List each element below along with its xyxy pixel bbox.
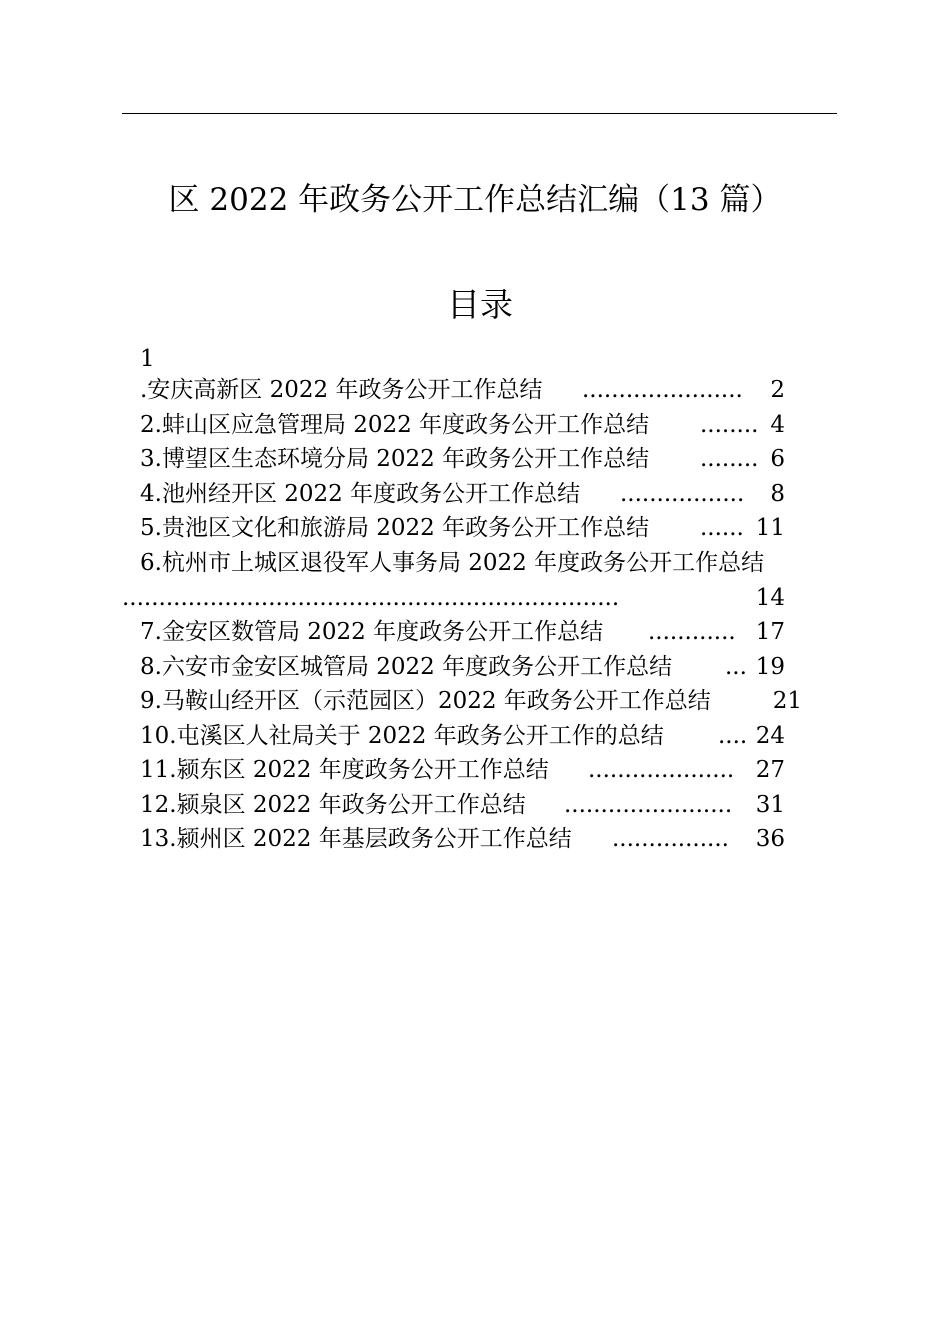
- toc-entry[interactable]: [140, 442, 785, 476]
- toc-entry[interactable]: [140, 511, 785, 545]
- toc-entry-page: 6: [770, 446, 785, 472]
- toc-entry-title: 9.马鞍山经开区（示范园区）2022 年政务公开工作总结: [140, 688, 711, 714]
- toc-entry-title: .安庆高新区 2022 年政务公开工作总结: [140, 377, 543, 403]
- toc-entry-page: 19: [755, 654, 785, 680]
- toc-entry-title: 12.颍泉区 2022 年政务公开工作总结: [140, 792, 526, 818]
- toc-entry-page: 4: [770, 412, 785, 438]
- toc-entry[interactable]: [140, 373, 785, 407]
- toc-entry[interactable]: [140, 719, 785, 753]
- toc-entry-page: 11: [755, 515, 785, 541]
- document-title: 区 2022 年政务公开工作总结汇编（13 篇）: [168, 182, 782, 218]
- toc-entry-number: 1: [140, 346, 155, 372]
- toc-entry-page: 36: [755, 826, 785, 852]
- toc-entry-title: 6.杭州市上城区退役军人事务局 2022 年度政务公开工作总结: [140, 550, 765, 576]
- toc-leader-dots: ...: [725, 654, 747, 680]
- toc-entry-title: 4.池州经开区 2022 年度政务公开工作总结: [140, 481, 581, 507]
- toc-entry-title: 5.贵池区文化和旅游局 2022 年政务公开工作总结: [140, 515, 650, 541]
- toc-heading: 目录: [447, 285, 513, 324]
- toc-entry-title: 13.颍州区 2022 年基层政务公开工作总结: [140, 826, 572, 852]
- toc-entry[interactable]: [140, 822, 785, 856]
- toc-leader-dots: ......: [700, 515, 744, 541]
- toc-entry-page: 31: [755, 792, 785, 818]
- toc-entry[interactable]: [140, 408, 785, 442]
- toc-entry[interactable]: [140, 477, 785, 511]
- toc-entry-title: 3.博望区生态环境分局 2022 年政务公开工作总结: [140, 446, 650, 472]
- toc-entry-title: 10.屯溪区人社局关于 2022 年政务公开工作的总结: [140, 723, 664, 749]
- toc-entry-page: 27: [755, 757, 785, 783]
- toc-entry-continuation[interactable]: [122, 581, 785, 615]
- toc-entry[interactable]: [140, 650, 785, 684]
- toc-leader-dots: ........: [700, 412, 759, 438]
- toc-leader-dots: .................: [620, 481, 745, 507]
- toc-entry-page: 17: [755, 619, 785, 645]
- toc-entry-title: 8.六安市金安区城管局 2022 年度政务公开工作总结: [140, 654, 673, 680]
- toc-entry[interactable]: [140, 684, 802, 718]
- toc-leader-dots: ....................: [588, 757, 735, 783]
- toc-entry-title: 7.金安区数管局 2022 年度政务公开工作总结: [140, 619, 604, 645]
- toc-entry[interactable]: [140, 546, 840, 580]
- toc-entry-page: 24: [755, 723, 785, 749]
- toc-entry-page: 8: [770, 481, 785, 507]
- toc-entry[interactable]: [140, 788, 785, 822]
- toc-leader-dots: ....: [718, 723, 748, 749]
- toc-leader-dots: ....................................................................: [122, 585, 620, 611]
- toc-entry-page: 21: [772, 688, 802, 714]
- toc-entry-title: 2.蚌山区应急管理局 2022 年度政务公开工作总结: [140, 412, 650, 438]
- toc-entry-page: 2: [770, 377, 785, 403]
- toc-entry-title: 11.颍东区 2022 年度政务公开工作总结: [140, 757, 549, 783]
- toc-leader-dots: ......................: [582, 377, 743, 403]
- toc-leader-dots: .......................: [564, 792, 733, 818]
- toc-leader-dots: ............: [648, 619, 736, 645]
- toc-leader-dots: ................: [612, 826, 729, 852]
- toc-entry[interactable]: [140, 615, 785, 649]
- toc-entry[interactable]: [140, 753, 785, 787]
- toc-entry-page: 14: [755, 585, 785, 611]
- toc-leader-dots: ........: [700, 446, 759, 472]
